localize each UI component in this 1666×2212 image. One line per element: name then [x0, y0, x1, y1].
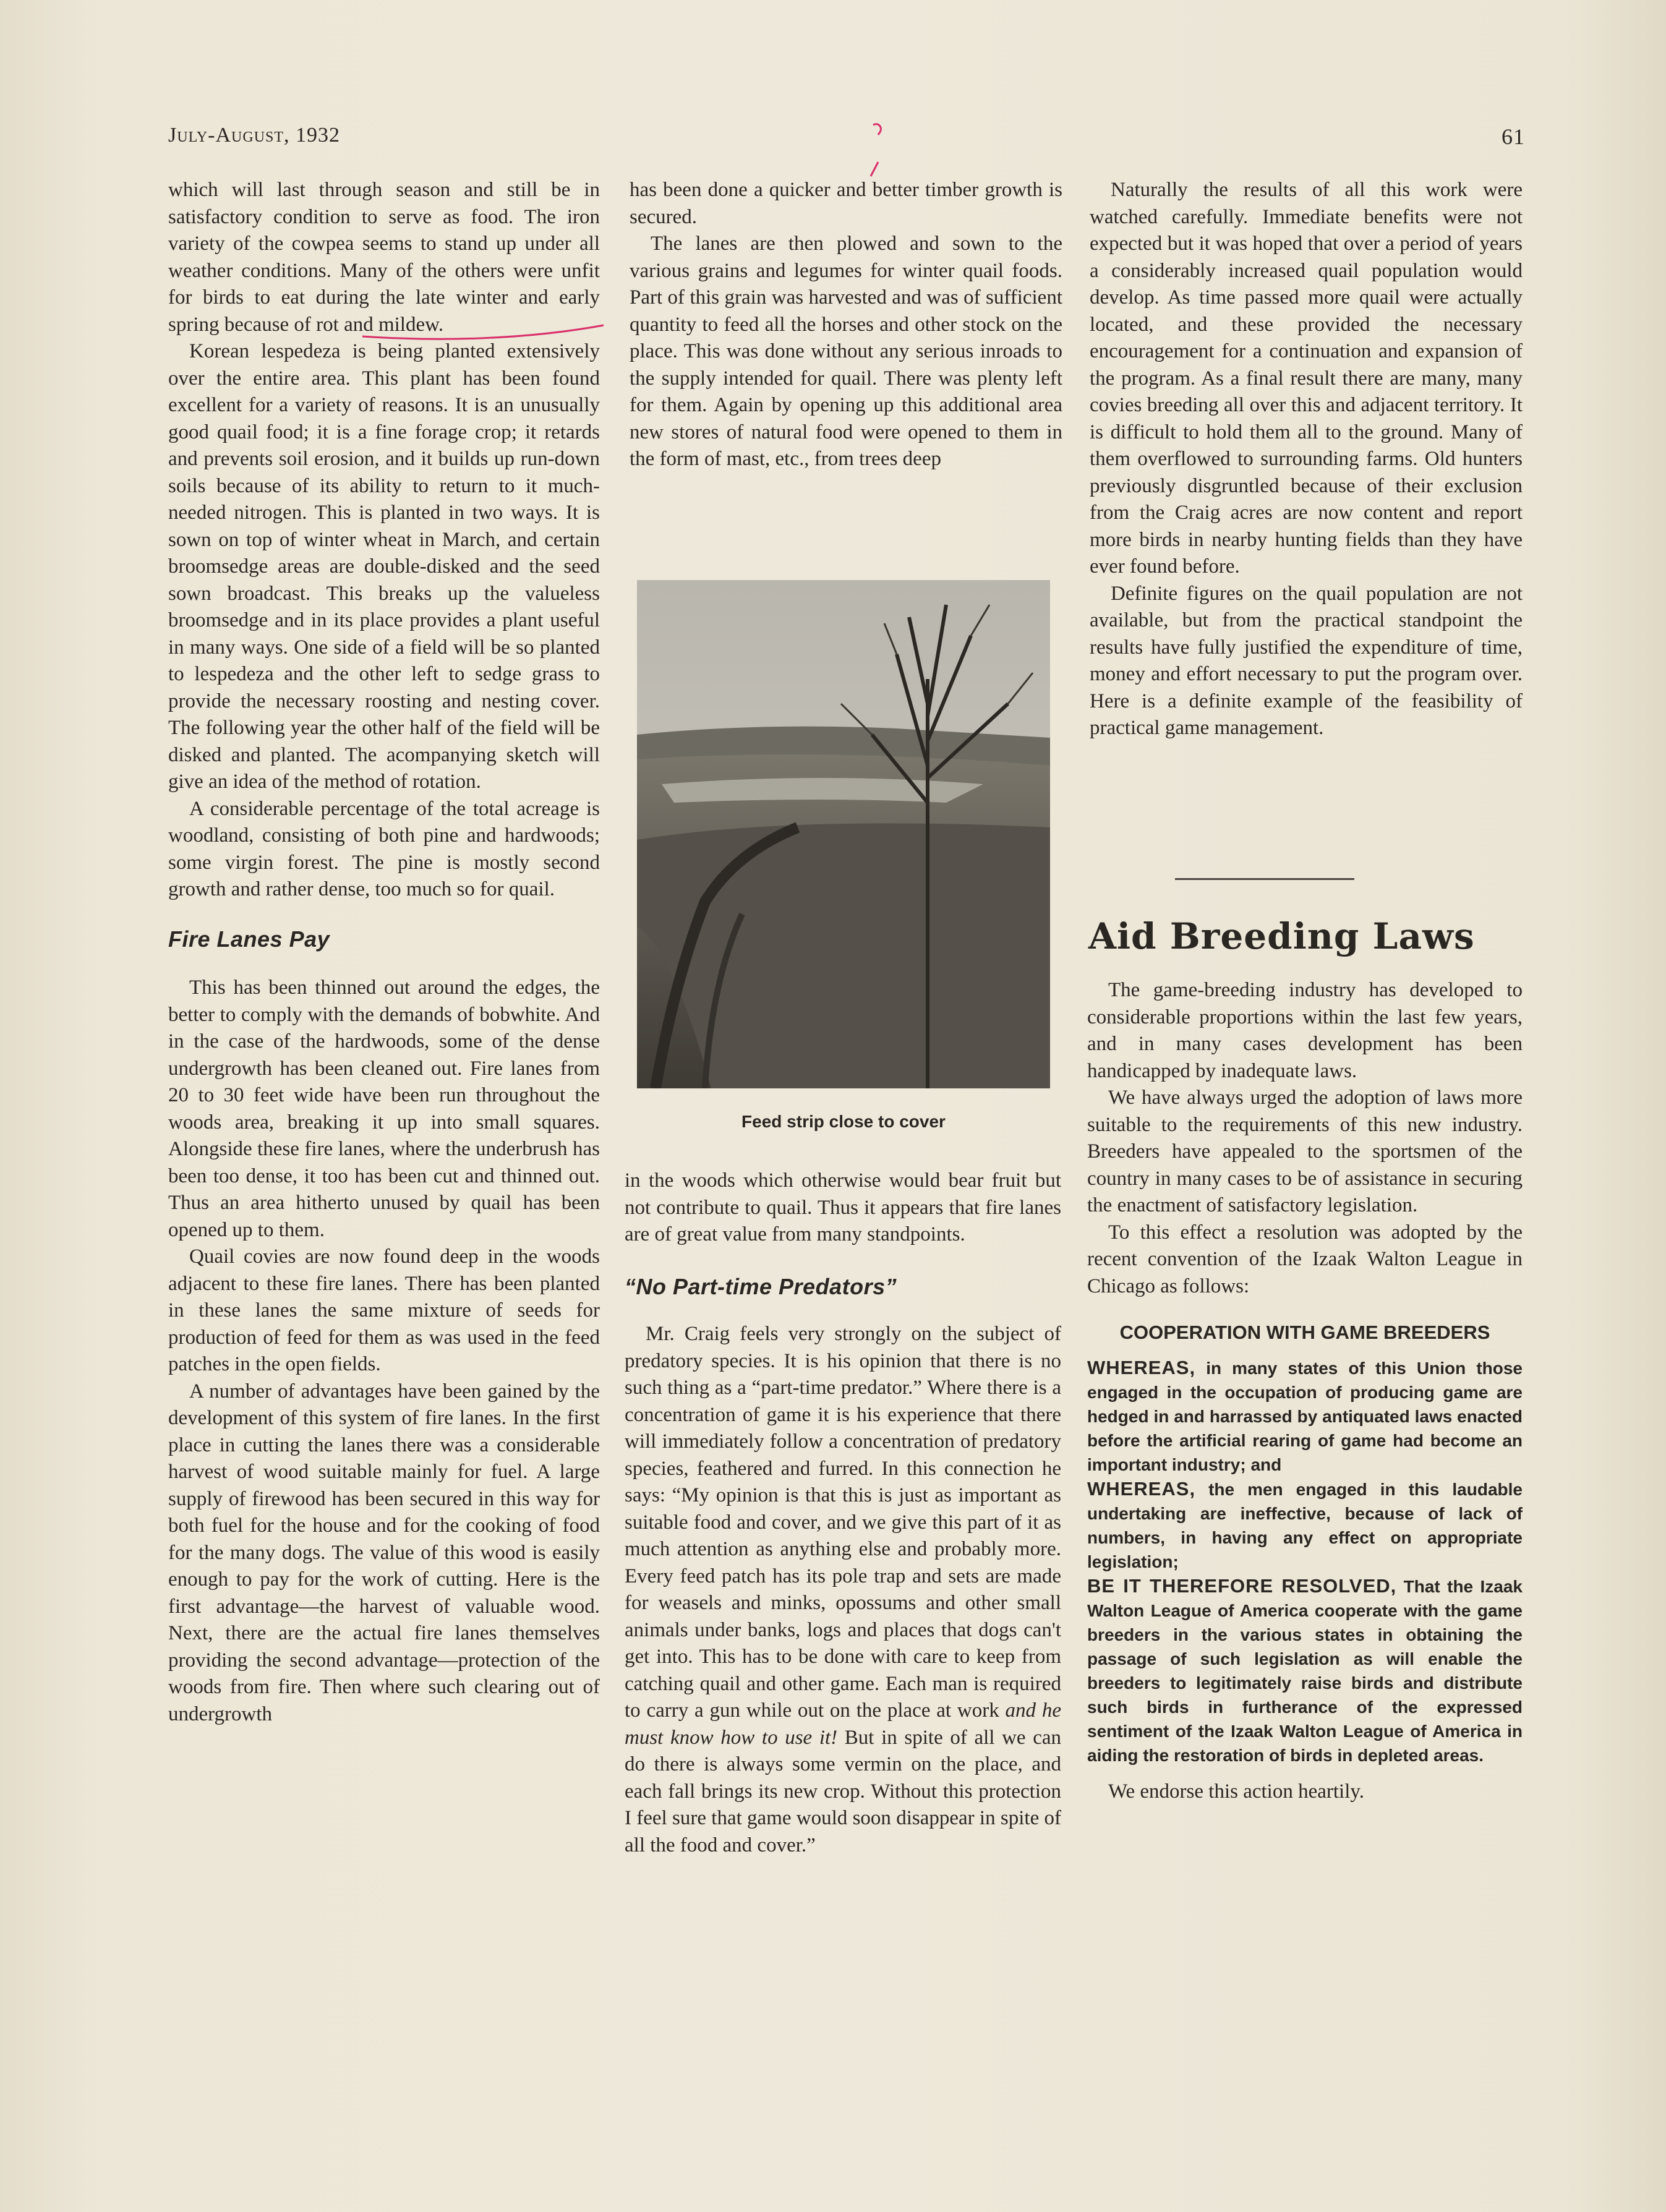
- feed-strip-photo: [637, 580, 1050, 1088]
- running-head-date: July-August, 1932: [168, 124, 341, 147]
- clause-text: the men engaged in this laudable undertaking are ineffective, because of lack of numbers, in having any effect on appropriate legislation;: [1087, 1480, 1523, 1571]
- article-headline: Aid Breeding Laws: [1088, 915, 1475, 957]
- paragraph: This has been thinned out around the edges, the better to comply with the demands of bobwhite. And in the case of the hardwoods, some of the dense undergrowth has been cleaned out. Fire lanes from 20 to 30 feet wide have been run throughout the woods area, breaking it up into small squares. Alongside these fire lanes, where the underbrush has been too dense, it too has been cut and thinned out. Thus an area hitherto unused by quail has been opened up to them.: [168, 976, 600, 1241]
- section-divider: [1175, 878, 1354, 880]
- photo-illustration: [637, 580, 1050, 1088]
- paragraph: We endorse this action heartily.: [1108, 1780, 1364, 1803]
- column-right-bottom: [1087, 977, 1523, 1806]
- clause-text: in many states of this Union those engaged in the occupation of producing game are hedged in and harrassed by antiquated laws enacted before the artificial rearing of game had become an important industry; and: [1087, 1359, 1523, 1474]
- clause-lead: WHEREAS,: [1087, 1478, 1196, 1500]
- paragraph: Korean lespedeza is being planted extensively over the entire area. This plant has been found excellent for a variety of reasons. It is an unusually good quail food; it is a fine forage crop; it retards and prevents soil erosion, and it builds up run-down soils because of its ability to return to it much-needed nitrogen. This is planted in two ways. It is sown on top of winter wheat in March, and certain broomsedge areas are double-disked and the seed sown broadcast. This breaks up the valueless broomsedge and in its place provides a plant useful in many ways. One side of a field will be so planted to lespedeza and the other left to sedge grass to provide the necessary roosting and nesting cover. The following year the other half of the field will be disked and planted. The acompanying sketch will give an idea of the method of rotation.: [168, 340, 600, 793]
- photo-caption: Feed strip close to cover: [741, 1112, 946, 1131]
- clause-text: That the Izaak Walton League of America cooperate with the game breeders in the various states in obtaining the passage of such legislation as will enable the breeders to legitimately raise birds and distribute such birds in furtherance of the expressed sentiment of the Izaak Walton League of America in aiding the restoration of birds in depleted areas.: [1087, 1577, 1523, 1765]
- paragraph-text: Mr. Craig feels very strongly on the subject of predatory species. It is his opinion that there is no such thing as a “part-time predator.” Where there is a concentration of game it is his experience that there will immediately follow a concentration of predatory species, feathered and furred. In this connection he says: “My opinion is that this is just as important as suitable food and cover, and we give this part of it as much attention as anything else and probably more. Every feed patch has its pole trap and sets are made for weasels and minks, opossums and other small animals under banks, logs and places that dogs can't get into. This has to be done with care to keep from catching quail and other game. Each man is required to carry a gun while out on the place at work: [625, 1323, 1061, 1722]
- resolution-title: COOPERATION WITH GAME BREEDERS: [1119, 1322, 1490, 1343]
- paragraph: in the woods which otherwise would bear fruit but not contribute to quail. Thus it appears that fire lanes are of great value from many standpoints.: [625, 1169, 1061, 1245]
- emphasis-text: and he must know how to use it!: [625, 1699, 1061, 1749]
- paragraph-text: But in spite of all we can do there is always some vermin on the place, and each fall brings its new crop. Without this protection I feel sure that game would soon disappear in spite of all the food and cover.”: [625, 1726, 1062, 1856]
- column-left: [168, 177, 600, 1728]
- paragraph: has been done a quicker and better timber growth is secured.: [630, 179, 1062, 228]
- paragraph: which will last through season and still be in satisfactory condition to serve as food. The iron variety of the cowpea seems to stand up under all weather conditions. Many of the others were unfit for birds to eat during the late winter and early spring because of rot and mildew.: [168, 179, 600, 336]
- paragraph: Naturally the results of all this work were watched carefully. Immediate benefits were not expected but it was hoped that over a period of years a considerably increased quail population would develop. As time passed more quail were actually located, and these provided the necessary encouragement for a continuation and expansion of the program. As a final result there are many, many covies breeding all over this and adjacent territory. It is difficult to hold them all to the ground. Many of them overflowed to surrounding farms. Old hunters previously disgruntled because of their exclusion from the Craig acres are now content and report more birds in nearby hunting fields than they have ever found before.: [1090, 179, 1523, 578]
- page-number: 61: [1502, 124, 1525, 149]
- paragraph: The game-breeding industry has developed to considerable proportions within the last few years, and in many cases development has been handicapped by inadequate laws.: [1087, 979, 1523, 1082]
- pencil-annotation-mark: [853, 117, 891, 186]
- paragraph: [625, 1321, 1061, 1859]
- resolution-clause: [1087, 1574, 1523, 1767]
- column-right-top: [1090, 177, 1523, 742]
- paragraph: A number of advantages have been gained by the development of this system of fire lanes. In the first place in cutting the lanes there was a considerable harvest of wood suitable mainly for fuel. A large supply of firewood has been secured in this way for both fuel for the house and for the cooking of food for the many dogs. The value of this wood is easily enough to pay for the work of cutting. Here is the first advantage—the harvest of valuable wood. Next, there are the actual fire lanes themselves providing the second advantage—protection of the woods from fire. Then where such clearing out of undergrowth: [168, 1380, 600, 1725]
- clause-lead: WHEREAS,: [1087, 1357, 1196, 1378]
- resolution-clause: [1087, 1356, 1523, 1477]
- subheading-fire-lanes: Fire Lanes Pay: [168, 926, 330, 952]
- paragraph: A considerable percentage of the total acreage is woodland, consisting of both pine and hardwoods; some virgin forest. The pine is mostly second growth and rather dense, too much so for quail.: [168, 797, 600, 900]
- paragraph: To this effect a resolution was adopted by the recent convention of the Izaak Walton League in Chicago as follows:: [1087, 1221, 1523, 1297]
- column-middle-top: [630, 177, 1062, 473]
- paragraph: Definite figures on the quail population are not available, but from the practical standpoint the results have fully justified the expenditure of time, money and effort necessary to put the program over. Here is a definite example of the feasibility of practical game management.: [1090, 582, 1523, 739]
- subheading-predators: “No Part-time Predators”: [625, 1273, 897, 1299]
- column-middle-bottom: [625, 1168, 1061, 1859]
- paragraph: The lanes are then plowed and sown to the various grains and legumes for winter quail foods. Part of this grain was harvested and was of sufficient quantity to feed all the horses and other stock on the place. This was done without any serious inroads to the supply intended for quail. There was plenty left for them. Again by opening up this additional area new stores of natural food were opened to them in the form of mast, etc., from trees deep: [630, 233, 1062, 470]
- paragraph: We have always urged the adoption of laws more suitable to the requirements of this new industry. Breeders have appealed to the sportsmen of the country in many cases to be of assistance in securing the enactment of satisfactory legislation.: [1087, 1087, 1523, 1216]
- paragraph: Quail covies are now found deep in the woods adjacent to these fire lanes. There has been planted in these lanes the same mixture of seeds for production of feed for them as was used in the feed patches in the open fields.: [168, 1245, 600, 1375]
- clause-lead: BE IT THEREFORE RESOLVED,: [1087, 1575, 1397, 1597]
- resolution-clause: [1087, 1477, 1523, 1574]
